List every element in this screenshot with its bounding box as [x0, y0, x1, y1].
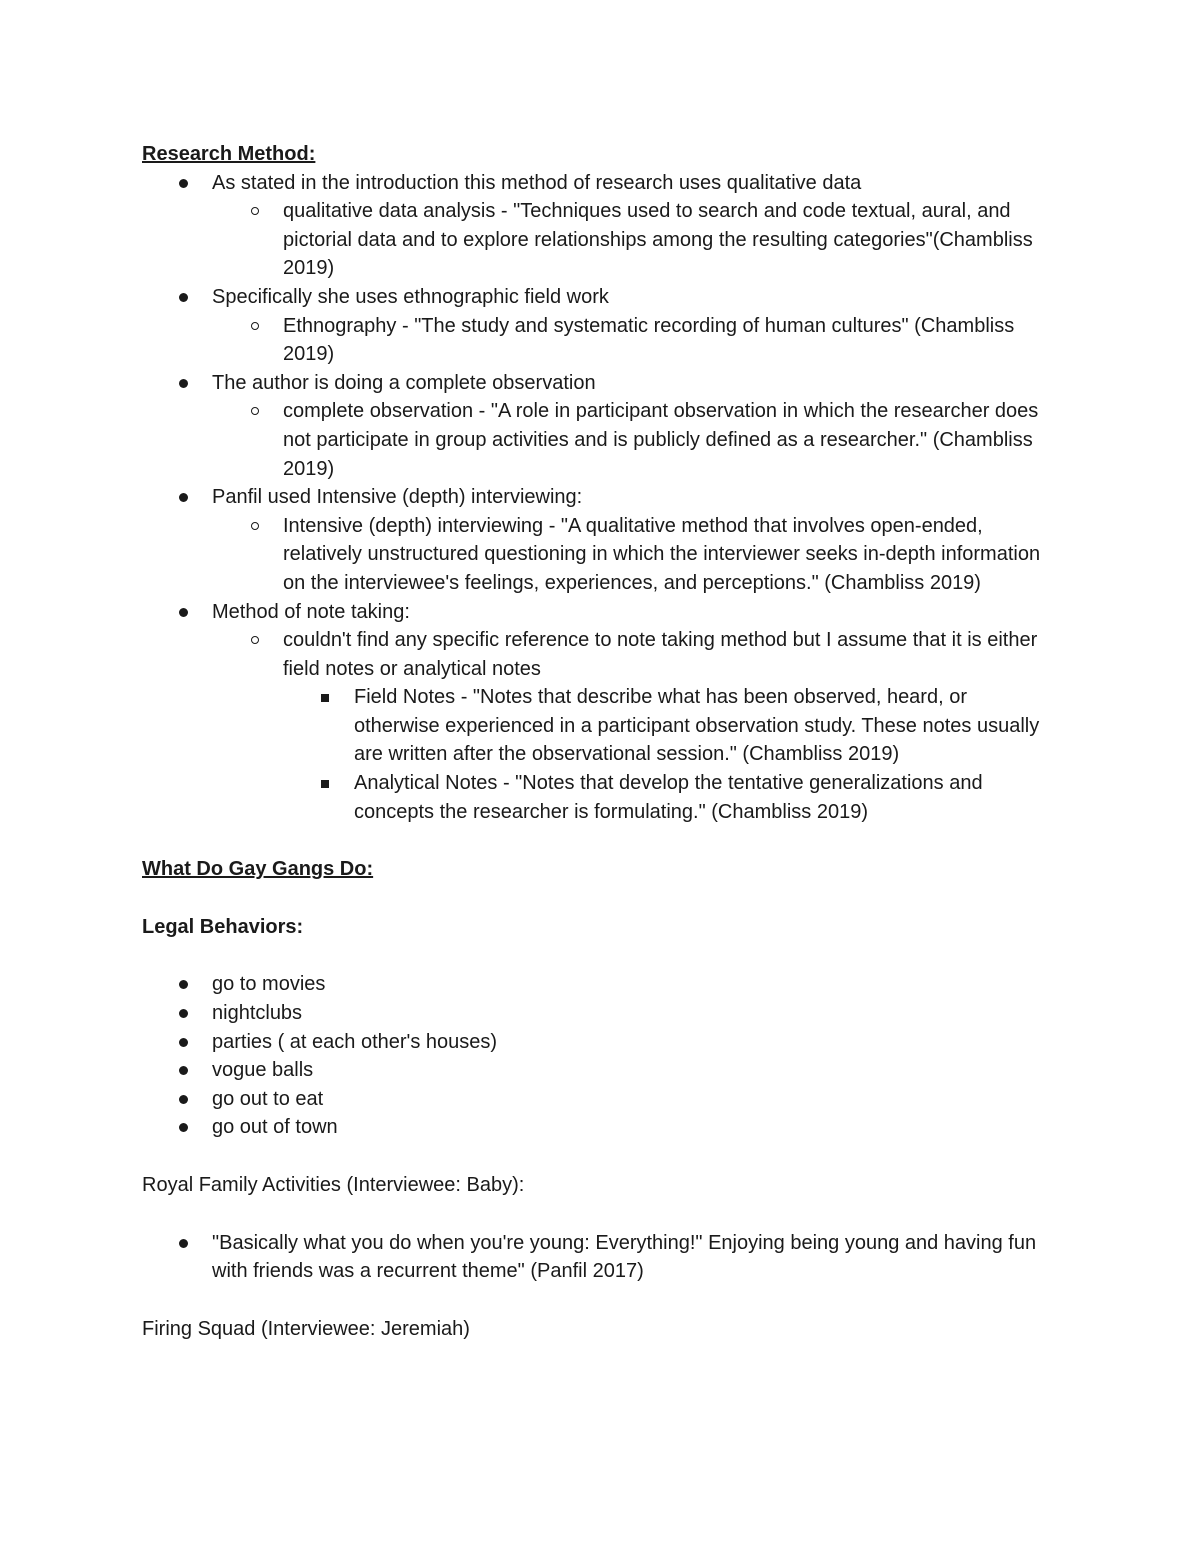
square-bullet-icon [321, 780, 329, 788]
list-item [142, 169, 1057, 283]
list-item-text: vogue balls [212, 1059, 314, 1082]
list-item-text: As stated in the introduction this method of research uses qualitative data [212, 171, 862, 194]
filled-bullet-icon [179, 608, 188, 617]
filled-bullet-icon [179, 1038, 188, 1047]
list-item-text: nightclubs [212, 1002, 303, 1025]
list-item-text: parties ( at each other's houses) [212, 1030, 498, 1053]
spacer [142, 1286, 1057, 1315]
sub-sub-list-item [283, 769, 1057, 826]
list-item [142, 369, 1057, 483]
research-method-heading: Research Method: [142, 143, 316, 165]
sub-list-item-text: Ethnography - "The study and systematic recording of human cultures" (Chambliss 2019) [283, 314, 1015, 366]
sub-list-item [212, 397, 1057, 483]
sub-list [212, 626, 1057, 826]
sub-list-item-text: Intensive (depth) interviewing - "A qualitative method that involves open-ended, relatively unstructured questioning in which the interviewer seeks in-depth information on the interviewee's feelings, experiences, and perceptions." (Chambliss 2019) [283, 514, 1041, 594]
hollow-bullet-icon [251, 322, 259, 330]
hollow-bullet-icon [251, 407, 259, 415]
spacer [142, 884, 1057, 913]
research-method-list [142, 169, 1057, 827]
filled-bullet-icon [179, 1123, 188, 1132]
square-bullet-icon [321, 694, 329, 702]
list-item-text: Panfil used Intensive (depth) interviewing: [212, 486, 583, 509]
sub-list-item-text: complete observation - "A role in participant observation in which the researcher does not participate in group activities and is publicly defined as a researcher." (Chambliss 2019) [283, 400, 1039, 480]
filled-bullet-icon [179, 293, 188, 302]
list-item [142, 1028, 1057, 1057]
sub-list-item-text: qualitative data analysis - "Techniques used to search and code textual, aural, and pictorial data and to explore relationships among the resulting categories"(Chambliss 2019) [283, 200, 1033, 280]
list-item [142, 970, 1057, 999]
filled-bullet-icon [179, 1239, 188, 1248]
legal-behaviors-list [142, 970, 1057, 1142]
list-item [142, 483, 1057, 597]
sub-sub-list [283, 683, 1057, 826]
document-page [142, 140, 1057, 1343]
list-item-text: go out of town [212, 1116, 338, 1139]
hollow-bullet-icon [251, 636, 259, 644]
sub-list-item [212, 197, 1057, 283]
legal-behaviors-heading: Legal Behaviors: [142, 915, 304, 938]
sub-sub-list-item [283, 683, 1057, 769]
filled-bullet-icon [179, 1095, 188, 1104]
sub-list [212, 197, 1057, 283]
spacer [142, 941, 1057, 970]
filled-bullet-icon [179, 179, 188, 188]
sub-list-item-text: couldn't find any specific reference to note taking method but I assume that it is either field notes or analytical notes [283, 629, 1038, 680]
filled-bullet-icon [179, 493, 188, 502]
list-item [142, 1056, 1057, 1085]
list-item [142, 283, 1057, 369]
list-item [142, 1113, 1057, 1142]
sub-list-item [212, 512, 1057, 598]
sub-list [212, 512, 1057, 598]
sub-list-item [212, 626, 1057, 826]
spacer [142, 826, 1057, 855]
list-item [142, 598, 1057, 827]
royal-family-list [142, 1229, 1057, 1286]
gay-gangs-heading: What Do Gay Gangs Do: [142, 858, 374, 881]
spacer [142, 1142, 1057, 1171]
list-item-text: Specifically she uses ethnographic field work [212, 285, 609, 308]
firing-squad-label: Firing Squad (Interviewee: Jeremiah) [142, 1317, 470, 1340]
sub-sub-list-item-text: Field Notes - "Notes that describe what has been observed, heard, or otherwise experienced in a participant observation study. These notes usually are written after the observational session." (Chambliss 2019) [354, 686, 1040, 766]
spacer [142, 1200, 1057, 1229]
list-item [142, 1229, 1057, 1286]
filled-bullet-icon [179, 1009, 188, 1018]
hollow-bullet-icon [251, 522, 259, 530]
filled-bullet-icon [179, 379, 188, 388]
list-item-text: go out to eat [212, 1087, 324, 1110]
list-item [142, 999, 1057, 1028]
list-item-text: go to movies [212, 973, 326, 996]
list-item-text: "Basically what you do when you're young: Everything!" Enjoying being young and having fun with friends was a recurrent theme" (Panfil 2017) [212, 1231, 1037, 1283]
filled-bullet-icon [179, 980, 188, 989]
list-item-text: Method of note taking: [212, 600, 410, 623]
royal-family-label: Royal Family Activities (Interviewee: Baby): [142, 1174, 525, 1196]
list-item [142, 1085, 1057, 1114]
hollow-bullet-icon [251, 207, 259, 215]
sub-list [212, 312, 1057, 369]
filled-bullet-icon [179, 1066, 188, 1075]
sub-sub-list-item-text: Analytical Notes - "Notes that develop the tentative generalizations and concepts the researcher is formulating." (Chambliss 2019) [354, 772, 983, 823]
sub-list [212, 397, 1057, 483]
list-item-text: The author is doing a complete observation [212, 371, 596, 394]
sub-list-item [212, 312, 1057, 369]
